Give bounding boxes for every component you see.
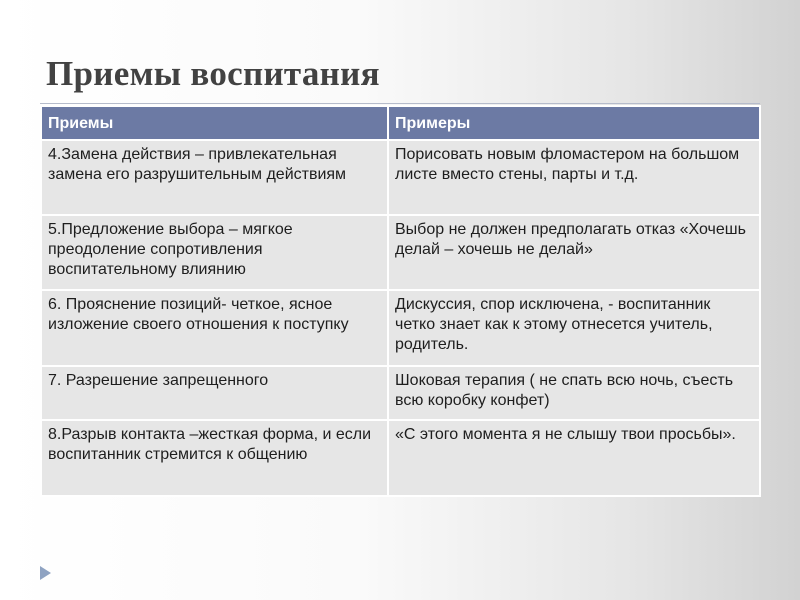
example-cell: Шоковая терапия ( не спать всю ночь, съесть всю коробку конфет) xyxy=(388,366,760,420)
title-divider xyxy=(40,103,760,104)
technique-cell: 8.Разрыв контакта –жесткая форма, и если воспитанник стремится к общению xyxy=(41,420,388,496)
slide-title: Приемы воспитания xyxy=(46,54,380,93)
table-row xyxy=(41,420,760,496)
header-techniques: Приемы xyxy=(41,106,388,140)
technique-cell: 7. Разрешение запрещенного xyxy=(41,366,388,420)
technique-cell: 5.Предложение выбора – мягкое преодоление сопротивления воспитательному влиянию xyxy=(41,215,388,290)
example-cell: «С этого момента я не слышу твои просьбы». xyxy=(388,420,760,496)
play-arrow-icon[interactable] xyxy=(40,566,51,580)
table-row xyxy=(41,366,760,420)
table-row xyxy=(41,140,760,215)
techniques-table-container xyxy=(40,105,759,497)
table-row xyxy=(41,290,760,366)
technique-cell: 4.Замена действия – привлекательная замена его разрушительным действиям xyxy=(41,140,388,215)
technique-cell: 6. Прояснение позиций- четкое, ясное изложение своего отношения к поступку xyxy=(41,290,388,366)
techniques-table xyxy=(40,105,761,497)
example-cell: Выбор не должен предполагать отказ «Хочешь делай – хочешь не делай» xyxy=(388,215,760,290)
header-examples: Примеры xyxy=(388,106,760,140)
example-cell: Порисовать новым фломастером на большом листе вместо стены, парты и т.д. xyxy=(388,140,760,215)
table-header-row xyxy=(41,106,760,140)
table-row xyxy=(41,215,760,290)
example-cell: Дискуссия, спор исключена, - воспитанник четко знает как к этому отнесется учитель, родитель. xyxy=(388,290,760,366)
